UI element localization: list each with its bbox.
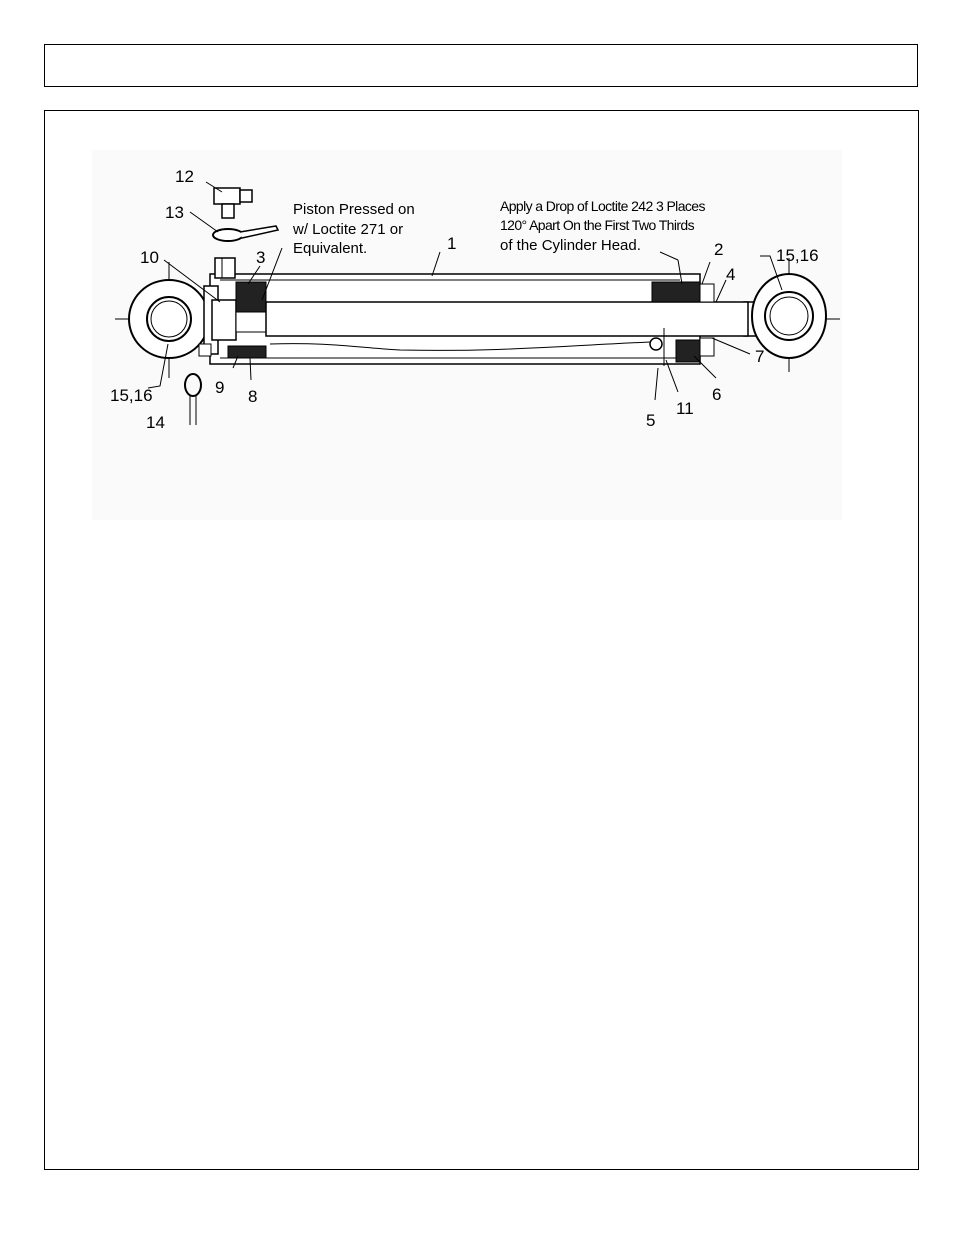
callout-3: 3 xyxy=(256,248,266,267)
piston-note-line-2: w/ Loctite 271 or xyxy=(293,221,404,238)
callout-10: 10 xyxy=(140,248,159,267)
callout-6: 6 xyxy=(712,385,722,404)
callout-5: 5 xyxy=(646,411,656,430)
callout-9: 9 xyxy=(215,378,225,397)
left-clevis-eye xyxy=(129,280,209,358)
callout-1: 1 xyxy=(447,234,457,253)
callout-15-16-right: 15,16 xyxy=(776,246,819,265)
piston-note-line-3: Equivalent. xyxy=(293,240,368,257)
loctite-note-line-2: 120° Apart On the First Two Thirds xyxy=(500,217,695,233)
piston-note-line-1: Piston Pressed on xyxy=(293,201,415,218)
callout-7: 7 xyxy=(755,347,765,366)
loctite-note-line-1: Apply a Drop of Loctite 242 3 Places xyxy=(500,198,705,214)
callout-14: 14 xyxy=(146,413,165,432)
piston-rod xyxy=(266,302,748,336)
callout-4: 4 xyxy=(726,265,736,284)
callout-2: 2 xyxy=(714,240,724,259)
callout-8: 8 xyxy=(248,387,258,406)
loctite-note-line-3: of the Cylinder Head. xyxy=(500,237,641,254)
callout-11: 11 xyxy=(676,399,694,418)
callout-12: 12 xyxy=(175,167,194,186)
callout-13: 13 xyxy=(165,203,184,222)
callout-15-16-left: 15,16 xyxy=(110,386,153,405)
